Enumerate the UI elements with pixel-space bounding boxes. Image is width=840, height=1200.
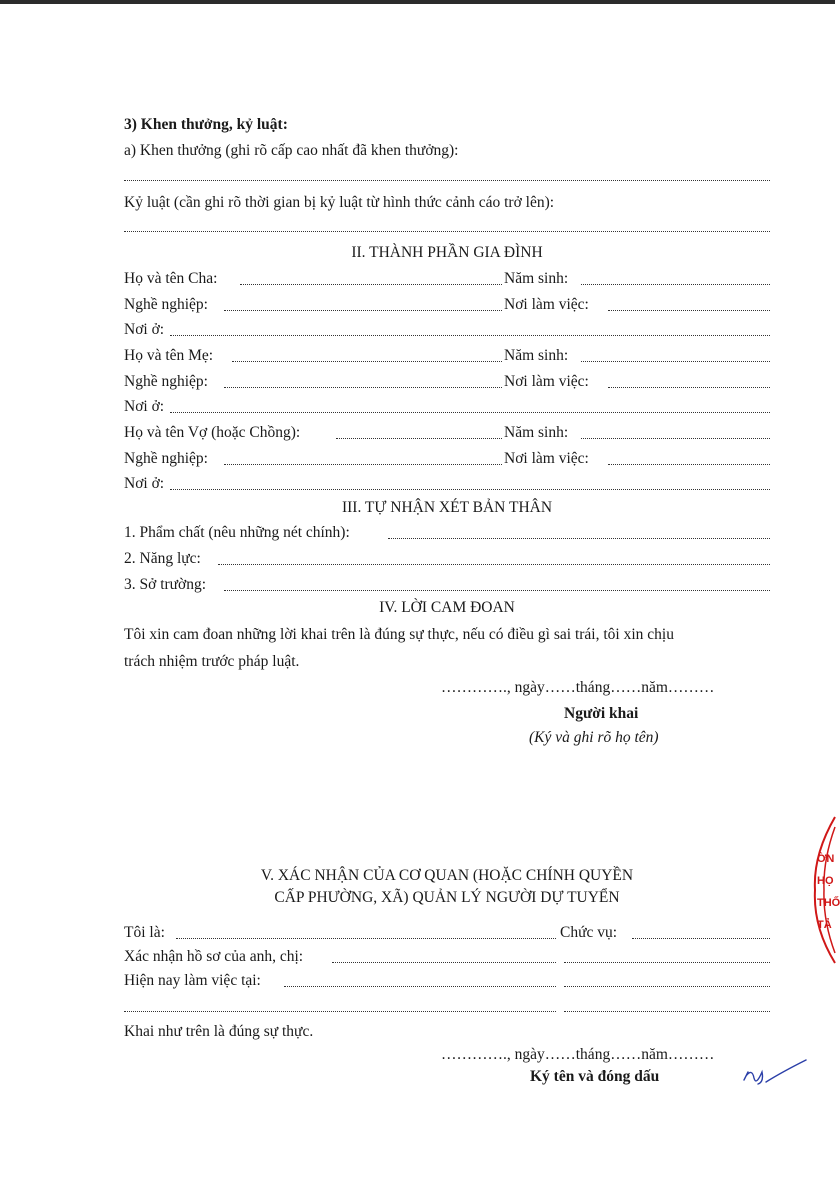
confirmation-heading-line-2: CẤP PHƯỜNG, XÃ) QUẢN LÝ NGƯỜI DỰ TUYỂN — [274, 889, 620, 906]
stamp-text-4: TẢ — [817, 919, 832, 931]
confirm-profile-field[interactable] — [332, 962, 556, 963]
father-occupation-field[interactable] — [224, 310, 502, 311]
statement-text: Khai như trên là đúng sự thực. — [124, 1023, 314, 1040]
father-residence-label: Nơi ở: — [124, 321, 165, 338]
confirm-profile-field-extra[interactable] — [564, 962, 770, 963]
spouse-workplace-label: Nơi làm việc: — [504, 450, 589, 467]
mother-birth-year-field[interactable] — [581, 361, 770, 362]
spouse-occupation-field[interactable] — [224, 464, 502, 465]
discipline-field[interactable] — [124, 231, 770, 232]
spouse-occupation-label: Nghề nghiệp: — [124, 450, 208, 467]
confirmation-date: …………., ngày……tháng……năm……… — [441, 1046, 715, 1063]
mother-residence-field[interactable] — [170, 412, 770, 413]
father-workplace-field[interactable] — [608, 310, 770, 311]
mother-occupation-label: Nghề nghiệp: — [124, 373, 208, 390]
position-label: Chức vụ: — [560, 924, 618, 941]
spouse-name-label: Họ và tên Vợ (hoặc Chồng): — [124, 424, 301, 441]
handwritten-signature — [740, 1058, 810, 1094]
working-at-label: Hiện nay làm việc tại: — [124, 972, 261, 989]
reward-field[interactable] — [124, 180, 770, 181]
mother-workplace-field[interactable] — [608, 387, 770, 388]
mother-residence-label: Nơi ở: — [124, 398, 165, 415]
mother-workplace-label: Nơi làm việc: — [504, 373, 589, 390]
working-at-field[interactable] — [284, 986, 556, 987]
stamp-text-3: THỐ — [817, 897, 840, 909]
father-name-label: Họ và tên Cha: — [124, 270, 218, 287]
strength-field[interactable] — [224, 590, 770, 591]
extra-line-field[interactable] — [124, 1011, 556, 1012]
extra-line-field-2[interactable] — [564, 1011, 770, 1012]
red-stamp-seal — [805, 815, 835, 965]
self-review-heading: III. TỰ NHẬN XÉT BẢN THÂN — [341, 499, 553, 516]
spouse-birth-year-label: Năm sinh: — [504, 424, 569, 441]
pledge-heading: IV. LỜI CAM ĐOAN — [379, 599, 515, 616]
confirm-profile-label: Xác nhận hồ sơ của anh, chị: — [124, 948, 304, 965]
working-at-field-extra[interactable] — [564, 986, 770, 987]
father-workplace-label: Nơi làm việc: — [504, 296, 589, 313]
quality-field[interactable] — [388, 538, 770, 539]
father-residence-field[interactable] — [170, 335, 770, 336]
pledge-date: …………., ngày……tháng……năm……… — [441, 679, 715, 696]
mother-name-label: Họ và tên Mẹ: — [124, 347, 214, 364]
pledge-signer: Người khai — [564, 705, 639, 722]
section3-title: 3) Khen thưởng, kỷ luật: — [124, 116, 288, 133]
i-am-field[interactable] — [176, 938, 556, 939]
spouse-workplace-field[interactable] — [608, 464, 770, 465]
spouse-birth-year-field[interactable] — [581, 438, 770, 439]
pledge-sign-note: (Ký và ghi rõ họ tên) — [529, 729, 659, 746]
spouse-residence-label: Nơi ở: — [124, 475, 165, 492]
stamp-text-2: HỌ — [817, 875, 834, 887]
page-top-edge — [0, 0, 835, 4]
spouse-residence-field[interactable] — [170, 489, 770, 490]
pledge-line-2: trách nhiệm trước pháp luật. — [124, 653, 300, 670]
ability-label: 2. Năng lực: — [124, 550, 201, 567]
quality-label: 1. Phẩm chất (nêu những nét chính): — [124, 524, 350, 541]
mother-occupation-field[interactable] — [224, 387, 502, 388]
confirmation-heading-line-1: V. XÁC NHẬN CỦA CƠ QUAN (HOẶC CHÍNH QUYỀN — [260, 867, 634, 884]
father-birth-year-label: Năm sinh: — [504, 270, 569, 287]
father-occupation-label: Nghề nghiệp: — [124, 296, 208, 313]
i-am-label: Tôi là: — [124, 924, 165, 941]
reward-label: a) Khen thưởng (ghi rõ cấp cao nhất đã khen thưởng): — [124, 142, 459, 159]
father-birth-year-field[interactable] — [581, 284, 770, 285]
strength-label: 3. Sở trường: — [124, 576, 207, 593]
mother-birth-year-label: Năm sinh: — [504, 347, 569, 364]
mother-name-field[interactable] — [232, 361, 502, 362]
position-field[interactable] — [632, 938, 770, 939]
spouse-name-field[interactable] — [336, 438, 502, 439]
confirmation-sign-label: Ký tên và đóng dấu — [530, 1068, 660, 1085]
father-name-field[interactable] — [240, 284, 502, 285]
pledge-line-1: Tôi xin cam đoan những lời khai trên là đúng sự thực, nếu có điều gì sai trái, tôi xin chịu — [124, 626, 674, 643]
family-heading: II. THÀNH PHẦN GIA ĐÌNH — [351, 244, 543, 261]
discipline-label: Kỷ luật (cần ghi rõ thời gian bị kỷ luật từ hình thức cảnh cáo trở lên): — [124, 194, 555, 211]
ability-field[interactable] — [218, 564, 770, 565]
stamp-text-1: ỜN — [817, 853, 835, 865]
